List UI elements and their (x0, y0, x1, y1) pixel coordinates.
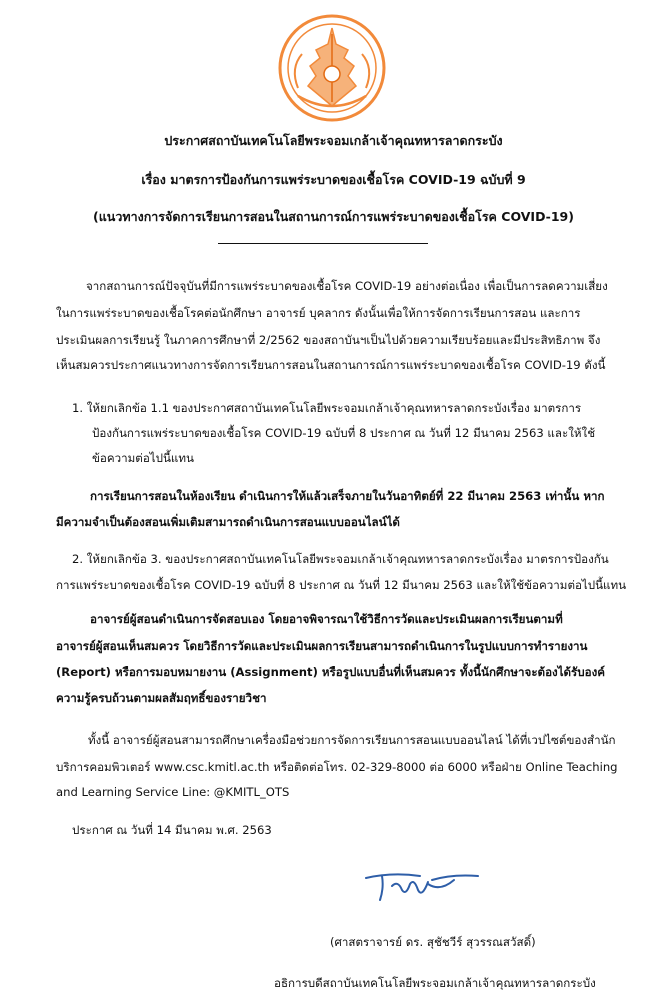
item2-bold-line-4: ความรู้ครบถ้วนตามผลสัมฤทธิ์ของรายวิชา (56, 691, 267, 705)
closing-line-3: and Learning Service Line: @KMITL_OTS (56, 785, 290, 799)
closing-line-2: บริการคอมพิวเตอร์ www.csc.kmitl.ac.th หรือติดต่อโทร. 02-329-8000 ต่อ 6000 หรือฝ่าย Online Teaching (56, 760, 618, 774)
intro-line-1: จากสถานการณ์ปัจจุบันที่มีการแพร่ระบาดของเชื้อโรค COVID-19 อย่างต่อเนื่อง เพื่อเป็นการลดความเสี่ยง (86, 279, 608, 293)
item2-bold-line-1: อาจารย์ผู้สอนดำเนินการจัดสอบเอง โดยอาจพิจารณาใช้วิธีการวัดและประเมินผลการเรียนตามที่ (90, 612, 563, 626)
item2-bold-line-2: อาจารย์ผู้สอนเห็นสมควร โดยวิธีการวัดและประเมินผลการเรียนสามารถดำเนินการในรูปแบบการทำรายงาน (56, 639, 588, 653)
announcement-title: ประกาศสถาบันเทคโนโลยีพระจอมเกล้าเจ้าคุณทหารลาดกระบัง (164, 133, 503, 148)
signatory-name: (ศาสตราจารย์ ดร. สุชัชวีร์ สุวรรณสวัสดิ์) (330, 935, 536, 949)
item2-line-2: การแพร่ระบาดของเชื้อโรค COVID-19 ฉบับที่ 8 ประกาศ ณ วันที่ 12 มีนาคม 2563 และให้ใช้ข้อความต่อไปนี้แทน (56, 578, 627, 592)
item1-bold-line-2: มีความจำเป็นต้องสอนเพิ่มเติมสามารถดำเนินการสอนแบบออนไลน์ได้ (56, 515, 400, 529)
announcement-subtitle: (แนวทางการจัดการเรียนการสอนในสถานการณ์การแพร่ระบาดของเชื้อโรค COVID-19) (93, 209, 574, 224)
closing-line-1: ทั้งนี้ อาจารย์ผู้สอนสามารถศึกษาเครื่องมือช่วยการจัดการเรียนการสอนแบบออนไลน์ ได้ที่เวปไซต์ของสำนัก (88, 733, 616, 747)
handwritten-signature (362, 866, 482, 906)
item2-bold-line-3: (Report) หรือการมอบหมายงาน (Assignment) หรือรูปแบบอื่นที่เห็นสมควร ทั้งนี้นักศึกษาจะต้องได้รับองค์ (56, 665, 606, 679)
item1-line-2: ป้องกันการแพร่ระบาดของเชื้อโรค COVID-19 ฉบับที่ 8 ประกาศ ณ วันที่ 12 มีนาคม 2563 และให้ใช้ (92, 426, 596, 440)
item2-line-1: 2. ให้ยกเลิกข้อ 3. ของประกาศสถาบันเทคโนโลยีพระจอมเกล้าเจ้าคุณทหารลาดกระบังเรื่อง มาตรการป้องกัน (72, 552, 609, 566)
intro-line-2: ในการแพร่ระบาดของเชื้อโรคต่อนักศึกษา อาจารย์ บุคลากร ดังนั้นเพื่อให้การจัดการเรียนการสอน และการ (56, 306, 581, 320)
intro-line-4: เห็นสมควรประกาศแนวทางการจัดการเรียนการสอนในสถานการณ์การแพร่ระบาดของเชื้อโรค COVID-19 ดังนี้ (56, 358, 606, 372)
signatory-position: อธิการบดีสถาบันเทคโนโลยีพระจอมเกล้าเจ้าคุณทหารลาดกระบัง (274, 976, 596, 990)
item1-line-3: ข้อความต่อไปนี้แทน (92, 451, 194, 465)
item1-line-1: 1. ให้ยกเลิกข้อ 1.1 ของประกาศสถาบันเทคโนโลยีพระจอมเกล้าเจ้าคุณทหารลาดกระบังเรื่อง มาตรการ (72, 401, 582, 415)
item1-bold-line-1: การเรียนการสอนในห้องเรียน ดำเนินการให้แล้วเสร็จภายในวันอาทิตย์ที่ 22 มีนาคม 2563 เท่านั้น หาก (90, 489, 605, 503)
institute-seal-logo (268, 14, 396, 122)
intro-line-3: ประเมินผลการเรียนรู้ ในภาคการศึกษาที่ 2/2562 ของสถาบันฯเป็นไปด้วยความเรียบร้อยและมีประสิทธิภาพ จึง (56, 333, 601, 347)
announcement-date: ประกาศ ณ วันที่ 14 มีนาคม พ.ศ. 2563 (72, 823, 272, 837)
title-divider (218, 243, 428, 244)
announcement-subject: เรื่อง มาตรการป้องกันการแพร่ระบาดของเชื้อโรค COVID-19 ฉบับที่ 9 (141, 172, 526, 187)
